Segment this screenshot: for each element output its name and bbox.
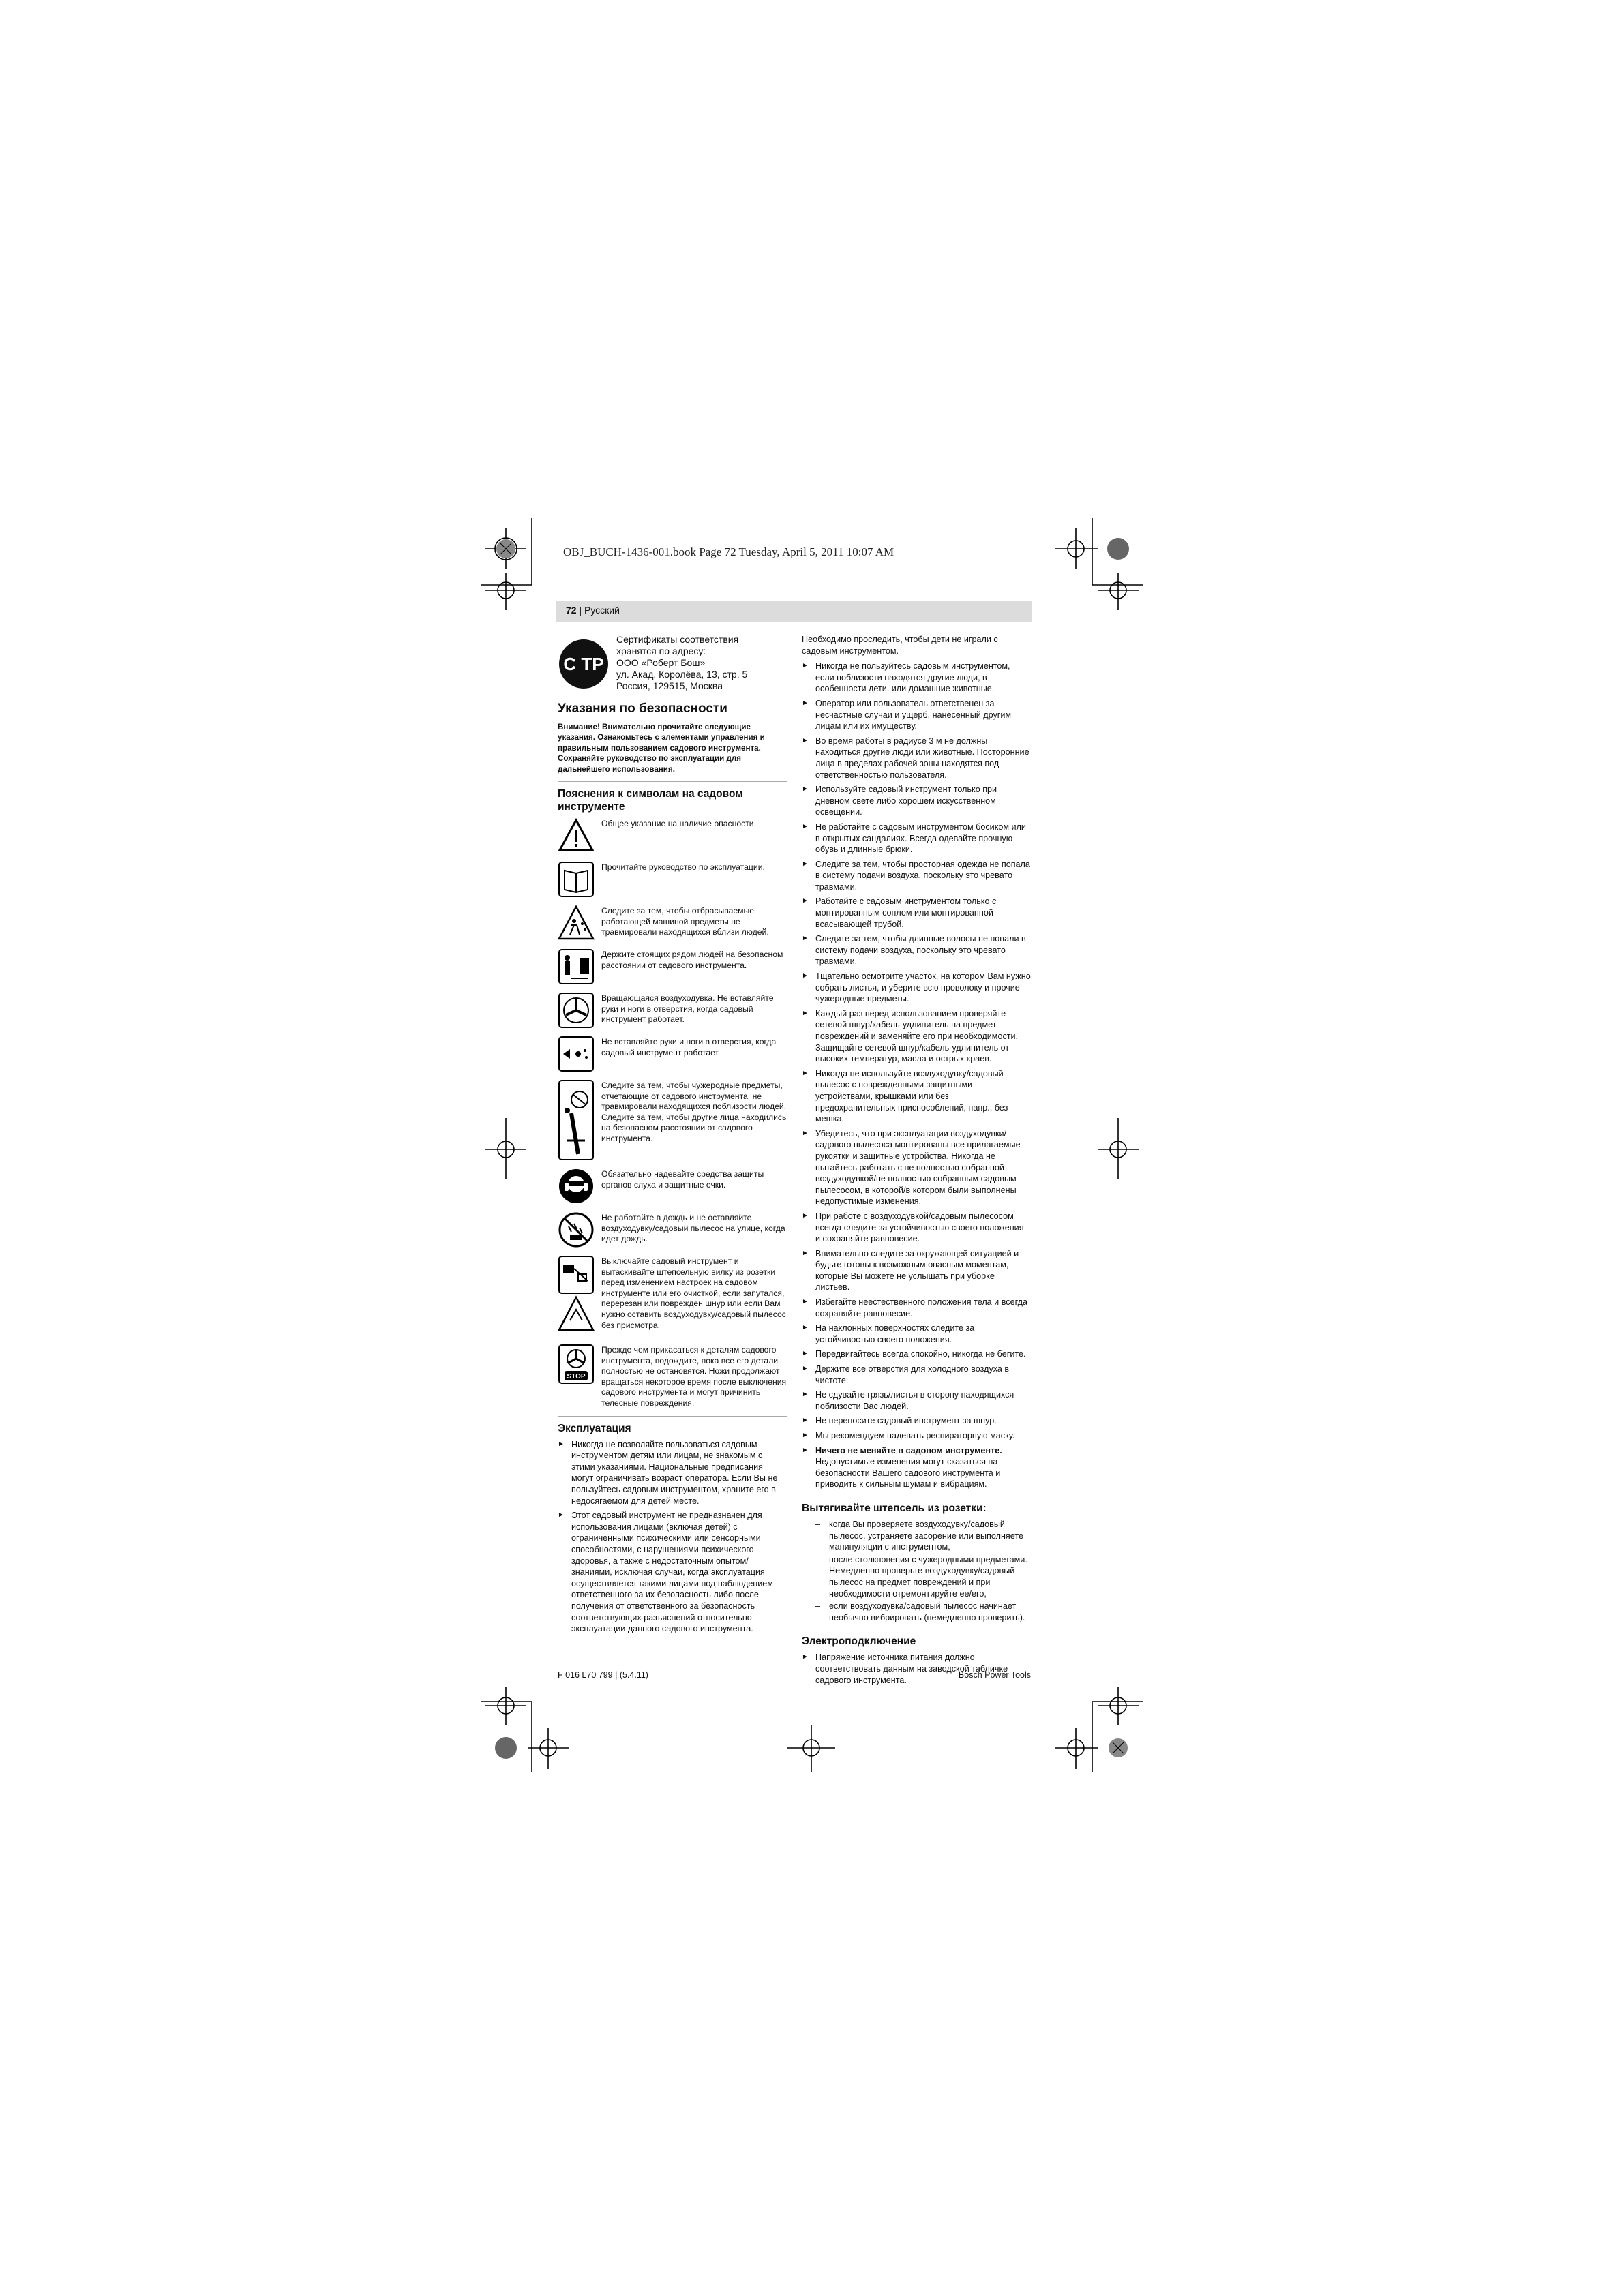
list-item: ► Никогда не пользуйтесь садовым инструментом, если поблизости находятся другие люди, в особенности дети, или домашние животные. <box>802 661 1031 695</box>
symbol-row <box>558 1211 787 1248</box>
list-item: ► Следите за тем, чтобы просторная одежда не попала в систему подачи воздуха, поскольку это чревато травмами. <box>802 859 1031 893</box>
safety-list <box>802 661 1031 1490</box>
keep-distance-icon <box>558 948 595 985</box>
footer-brand: Bosch Power Tools <box>958 1670 1031 1680</box>
symbol-row <box>558 1036 787 1072</box>
list-item: ► Не сдувайте грязь/листья в сторону находящихся поблизости Вас людей. <box>802 1389 1031 1412</box>
list-item: ► Этот садовый инструмент не предназначен для использования лицами (включая детей) с ограниченными психическими или сенсорными способностями, с нарушениями психического здоровья, а также с недостаточным опытом/знаниями, исключая случаи, когда эксплуатация осуществляется такими лицами под наблюдением ответственного за их безопасность либо после получения от ответственного за безопасность соответствующих разъяснений относительно эксплуатации данного садового инструмента. <box>558 1510 787 1635</box>
list-item: ► Тщательно осмотрите участок, на котором Вам нужно собрать листья, и уберите всю проволоку и прочие чужеродные предметы. <box>802 971 1031 1005</box>
read-manual-icon <box>558 861 595 898</box>
certificate-line: Сертификаты соответствия <box>616 634 739 645</box>
rotating-impeller-icon <box>558 992 595 1029</box>
header-language: Русский <box>584 605 620 616</box>
symbol-text: Следите за тем, чтобы чужеродные предметы, отчетающие от садового инструмента, не травмировали находящихся поблизости людей. Следите за тем, чтобы другие лица находились на безопасном расстоянии от садового инструмента. <box>601 1081 787 1143</box>
symbol-text: Не работайте в дождь и не оставляйте воздуходувку/садовый пылесос на улице, когда идет дождь. <box>601 1213 785 1244</box>
list-item: ► Во время работы в радиусе 3 м не должны находиться другие люди или животные. Посторонние лица в пределах рабочей зоны находятся под ответственностью пользователя. <box>802 736 1031 781</box>
list-item: – после столкновения с чужеродными предметами. Немедленно проверьте воздуходувку/садовый пылесос на предмет повреждений и при необходимости отремонтируйте ее/его, <box>802 1554 1031 1599</box>
symbol-text: Выключайте садовый инструмент и вытаскивайте штепсельную вилку из розетки перед изменением настроек на садовом инструменте или его очисткой, если запутался, перерезан или поврежден шнур или если Вам нужно оставить воздуходувку/садовый пылесос без присмотра. <box>601 1256 786 1330</box>
certificate-block <box>558 634 787 692</box>
list-item: ► Каждый раз перед использованием проверяйте сетевой шнур/кабель-удлинитель на предмет повреждений и заменяйте его при необходимости. Защищайте сетевой шнур/кабель-удлинитель от высоких температур, масла и острых краев. <box>802 1008 1031 1065</box>
symbol-row <box>558 905 787 941</box>
symbol-text: Вращающаяся воздуходувка. Не вставляйте руки и ноги в отверстия, когда садовый инструмент работает. <box>601 993 774 1025</box>
symbol-text: Держите стоящих рядом людей на безопасном расстоянии от садового инструмента. <box>601 950 783 970</box>
list-item: ► Убедитесь, что при эксплуатации воздуходувки/садового пылесоса монтированы все прилагаемые рукоятки и защитные устройства. Никогда не пытайтесь работать с не полностью собранной воздуходувкой/не полностью собранным садовым пылесосом, в которой/в котором были выполнены недопустимые изменения. <box>802 1128 1031 1207</box>
right-column <box>802 634 1031 1689</box>
electric-title: Электроподключение <box>802 1635 916 1648</box>
left-column <box>558 634 787 1638</box>
electric-list <box>802 1652 1031 1686</box>
list-item: ► Передвигайтесь всегда спокойно, никогда не бегите. <box>802 1348 1031 1360</box>
list-item: ► Никогда не используйте воздуходувку/садовый пылесос с поврежденными защитными устройствами, крышками или без предохранительных приспособлений, напр., без мешка. <box>802 1068 1031 1125</box>
list-item: ► Не работайте с садовым инструментом босиком или в открытых сандалиях. Всегда одевайте прочную обувь и длинные брюки. <box>802 821 1031 856</box>
list-item: ► При работе с воздуходувкой/садовым пылесосом всегда следите за устойчивостью своего положения и сохраняйте равновесие. <box>802 1211 1031 1245</box>
list-item: ► Держите все отверстия для холодного воздуха в чистоте. <box>802 1363 1031 1386</box>
symbol-row <box>558 1255 787 1337</box>
section-divider <box>558 781 787 782</box>
thrown-objects-icon <box>558 905 595 941</box>
warning-paragraph: Внимание! Внимательно прочитайте следующие указания. Ознакомьтесь с элементами управления и правильным пользованием садового инструмента. Сохраняйте руководство по эксплуатации для дальнейшего использования. <box>558 723 765 774</box>
no-rain-icon <box>558 1211 595 1248</box>
list-item-bold: Ничего не меняйте в садовом инструменте. <box>815 1445 1002 1455</box>
certificate-text <box>616 634 747 692</box>
unplug-list <box>802 1519 1031 1623</box>
symbol-text: Обязательно надевайте средства защиты органов слуха и защитные очки. <box>601 1169 764 1190</box>
certificate-line: Россия, 129515, Москва <box>616 680 723 691</box>
symbol-text: Прочитайте руководство по эксплуатации. <box>601 862 765 873</box>
symbol-row <box>558 1168 787 1205</box>
svg-text:STOP: STOP <box>567 1373 586 1381</box>
list-item: ► Следите за тем, чтобы длинные волосы не попали в систему подачи воздуха, поскольку это чревато травмами. <box>802 933 1031 967</box>
page-number: 72 <box>566 605 577 616</box>
certificate-line: ул. Акад. Королёва, 13, стр. 5 <box>616 669 748 680</box>
col2-intro: Необходимо проследить, чтобы дети не играли с садовым инструментом. <box>802 635 998 656</box>
symbol-row <box>558 861 787 898</box>
certificate-line: хранятся по адресу: <box>616 646 706 656</box>
header-separator: | <box>576 605 584 616</box>
list-item: ► Никогда не позволяйте пользоваться садовым инструментом детям или лицам, не знакомым с этими указаниями. Национальные предписания могут ограничивать возраст оператора. Если Вы не пользуйтесь садовым инструментом, храните его в недосягаемом для детей месте. <box>558 1439 787 1507</box>
safety-title: Указания по безопасности <box>558 701 727 716</box>
list-item: ► Оператор или пользователь ответственен за несчастные случаи и ущерб, нанесенный другим лицам или их имуществу. <box>802 698 1031 732</box>
stop-wait-icon <box>558 1344 595 1385</box>
list-item: ► Избегайте неестественного положения тела и всегда сохраняйте равновесие. <box>802 1297 1031 1319</box>
symbol-row <box>558 1079 787 1161</box>
footer-doc-number: F 016 L70 799 | (5.4.11) <box>558 1670 648 1680</box>
print-slug: OBJ_BUCH-1436-001.book Page 72 Tuesday, April 5, 2011 10:07 AM <box>563 545 894 558</box>
eac-logo-icon <box>558 638 610 690</box>
foreign-objects-icon <box>558 1079 595 1161</box>
operation-title: Эксплуатация <box>558 1422 631 1434</box>
symbol-row <box>558 992 787 1029</box>
list-item <box>802 1445 1031 1490</box>
page-header <box>566 605 620 616</box>
list-item: ► Внимательно следите за окружающей ситуацией и будьте готовы к возможным опасным моментам, которые Вы можете не услышать при уборке листьев. <box>802 1248 1031 1293</box>
list-item: ► На наклонных поверхностях следите за устойчивостью своего положения. <box>802 1323 1031 1345</box>
no-hands-feet-icon <box>558 1036 595 1072</box>
symbol-row <box>558 1344 787 1409</box>
list-item: ► Не переносите садовый инструмент за шнур. <box>802 1415 1031 1427</box>
symbol-text: Следите за тем, чтобы отбрасываемые работающей машиной предметы не травмировали находящихся вблизи людей. <box>601 906 769 937</box>
certificate-line: ООО «Роберт Бош» <box>616 657 706 668</box>
list-item: ► Работайте с садовым инструментом только с монтированным соплом или монтированной всасывающей трубой. <box>802 896 1031 930</box>
symbol-row <box>558 817 787 854</box>
list-item-rest: Недопустимые изменения могут сказаться на безопасности Вашего садового инструмента и приводить к сильным шумам и вибрациям. <box>815 1457 1001 1490</box>
ear-eye-protection-icon <box>558 1168 595 1205</box>
eac-logo-text: C ТР <box>563 654 604 674</box>
list-item: ► Мы рекомендуем надевать респираторную маску. <box>802 1430 1031 1442</box>
symbol-text: Общее указание на наличие опасности. <box>601 819 756 829</box>
symbols-title: Пояснения к символам на садовом инструменте <box>558 788 743 813</box>
list-item: ► Используйте садовый инструмент только при дневном свете либо хорошем искусственном освещении. <box>802 784 1031 818</box>
operation-list <box>558 1439 787 1635</box>
warning-triangle-icon <box>558 817 595 854</box>
symbol-text: Не вставляйте руки и ноги в отверстия, когда садовый инструмент работает. <box>601 1037 777 1057</box>
unplug-icon <box>558 1255 595 1337</box>
list-item: – если воздуходувка/садовый пылесос начинает необычно вибрировать (немедленно проверить). <box>802 1601 1031 1623</box>
list-item: ► Напряжение источника питания должно соответствовать данным на заводской табличке садового инструмента. <box>802 1652 1031 1686</box>
page-header-bar <box>556 601 1032 622</box>
list-item: – когда Вы проверяете воздуходувку/садовый пылесос, устраняете засорение или выполняете манипуляции с инструментом, <box>802 1519 1031 1553</box>
symbol-text: Прежде чем прикасаться к деталям садового инструмента, подождите, пока все его детали полностью не остановятся. Ножи продолжают вращаться некоторое время после выключения садового инструмента и могут причинить телесные повреждения. <box>601 1345 787 1408</box>
unplug-title: Вытягивайте штепсель из розетки: <box>802 1502 987 1514</box>
symbol-row <box>558 948 787 985</box>
section-divider <box>558 1416 787 1417</box>
